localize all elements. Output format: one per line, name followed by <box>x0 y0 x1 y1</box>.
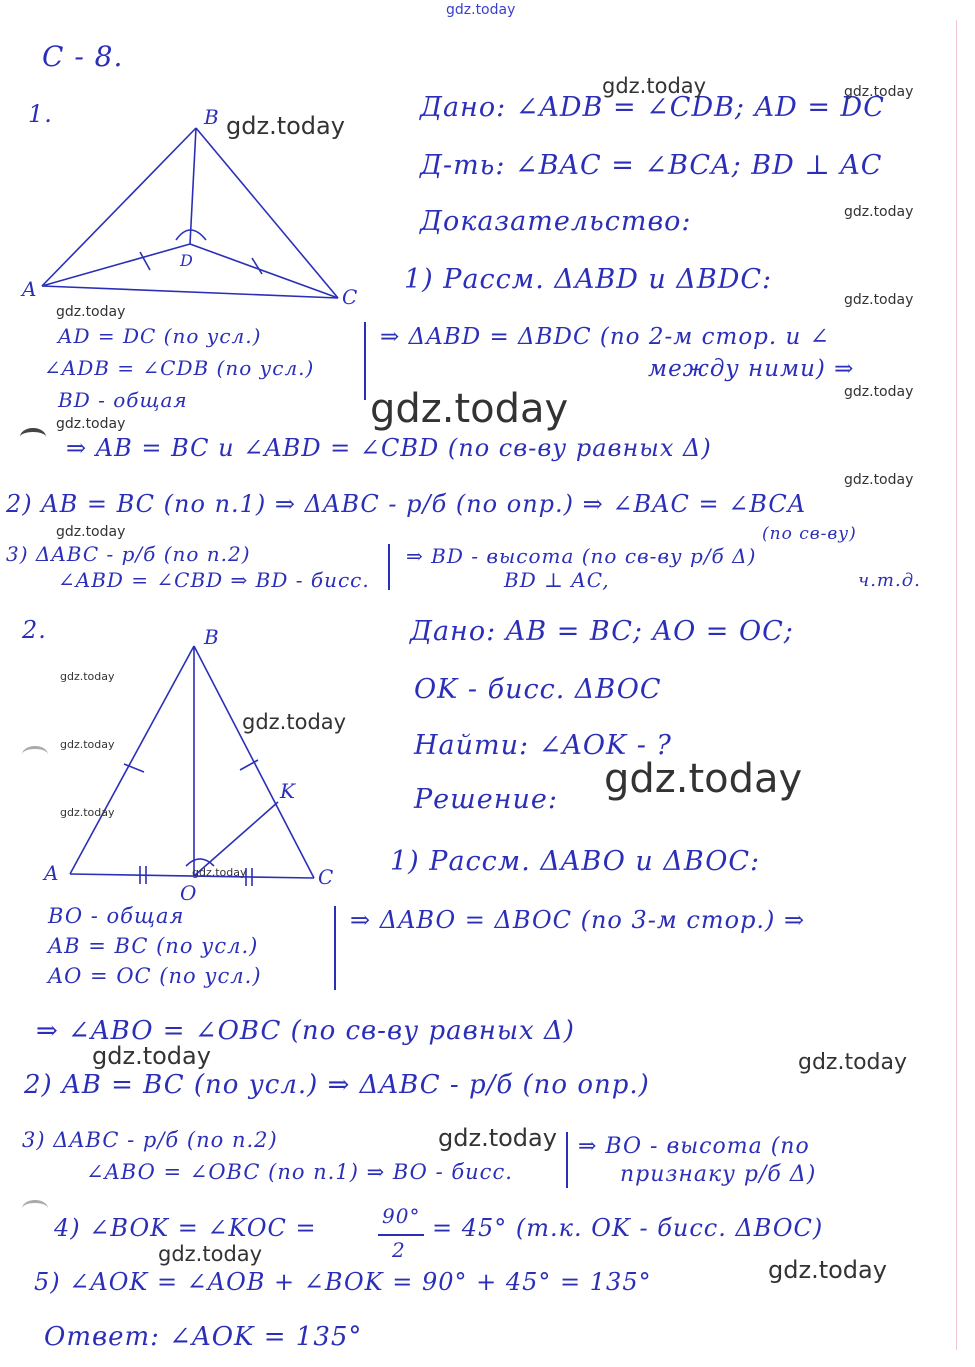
problem2-step4: 4) ∠BOK = ∠KOC = <box>54 1214 317 1242</box>
problem2-step3-line: ∠ABO = ∠OBC (по п.1) ⇒ BO - бисс. <box>86 1160 513 1184</box>
problem2-number: 2. <box>22 616 47 644</box>
problem2-given: Дано: AB = BC; AO = OC; <box>410 616 794 647</box>
problem2-step5: 5) ∠AOK = ∠AOB + ∠BOK = 90° + 45° = 135° <box>34 1268 652 1296</box>
problem1-brace-line: BD - общая <box>58 388 188 412</box>
watermark: gdz.today <box>60 670 115 683</box>
problem2-step4-denominator: 2 <box>392 1238 406 1262</box>
problem1-qed: ч.т.д. <box>858 570 921 591</box>
watermark: gdz.today <box>844 384 914 400</box>
problem1-step3-line: 3) ΔABC - р/б (по п.2) <box>6 542 251 566</box>
system-brace <box>566 1132 568 1188</box>
watermark: gdz.today <box>602 74 707 98</box>
problem2-step3-right: ⇒ BO - высота (по <box>578 1134 810 1159</box>
problem2-step2: 2) AB = BC (по усл.) ⇒ ΔABC - р/б (по опр.) <box>24 1070 650 1100</box>
watermark: gdz.today <box>192 866 247 879</box>
watermark: gdz.today <box>844 472 914 488</box>
problem2-brace-line: AB = BC (по усл.) <box>48 934 259 958</box>
watermark: gdz.today <box>844 292 914 308</box>
vertex-k-label: K <box>280 779 295 803</box>
watermark: gdz.today <box>92 1042 211 1070</box>
problem2-answer: Ответ: ∠AOK = 135° <box>44 1322 363 1352</box>
vertex-a-label: A <box>44 861 59 885</box>
system-brace <box>334 906 336 990</box>
problem1-step3-right: ⇒ BD - высота (по св-ву р/б Δ) <box>406 544 757 568</box>
problem2-step3-line: 3) ΔABC - р/б (по п.2) <box>22 1128 278 1152</box>
problem1-number: 1. <box>28 100 53 128</box>
problem2-given-2: OK - бисс. ΔBOC <box>414 674 662 705</box>
problem2-step3-right: признаку р/б Δ) <box>620 1162 817 1187</box>
problem1-brace-line: AD = DC (по усл.) <box>58 324 262 348</box>
watermark: gdz.today <box>158 1242 263 1266</box>
watermark-top: gdz.today <box>446 2 516 18</box>
fraction-bar <box>378 1234 424 1236</box>
problem1-step2-note: (по св-ву) <box>762 524 857 544</box>
problem2-brace-line: AO = OC (по усл.) <box>48 964 262 988</box>
watermark: gdz.today <box>60 806 115 819</box>
problem2-step4-numerator: 90° <box>382 1204 421 1228</box>
problem2-brace-line: BO - общая <box>48 904 185 928</box>
watermark: gdz.today <box>798 1050 908 1075</box>
vertex-d-label: D <box>180 251 193 270</box>
watermark: gdz.today <box>56 416 126 432</box>
watermark: gdz.today <box>438 1124 557 1152</box>
problem1-line-after: ⇒ AB = BC и ∠ABD = ∠CBD (по св-ву равных Δ) <box>66 434 712 462</box>
watermark: gdz.today <box>56 524 126 540</box>
problem1-step1: 1) Рассм. ΔABD и ΔBDC: <box>404 264 773 295</box>
problem1-step3-right: BD ⊥ AC, <box>504 568 610 592</box>
problem1-step2: 2) AB = BC (по п.1) ⇒ ΔABC - р/б (по опр.) ⇒ ∠BAC = ∠BCA <box>6 490 807 518</box>
problem2-find: Найти: ∠AOK - ? <box>414 730 672 761</box>
watermark: gdz.today <box>226 112 345 140</box>
watermark: gdz.today <box>60 738 115 751</box>
vertex-o-label: O <box>180 881 197 905</box>
problem1-conclusion-cont: между ними) ⇒ <box>648 356 855 382</box>
problem1-given: Дано: ∠ADB = ∠CDB; AD = DC <box>420 92 885 123</box>
watermark: gdz.today <box>844 84 914 100</box>
problem2-solution-title: Решение: <box>414 784 558 815</box>
vertex-c-label: C <box>342 285 358 309</box>
watermark: gdz.today <box>242 710 347 734</box>
vertex-b-label: B <box>204 105 219 129</box>
vertex-a-label: A <box>22 277 37 301</box>
problem1-conclusion: ⇒ ΔABD = ΔBDC (по 2-м стор. и ∠ <box>380 324 830 350</box>
watermark: gdz.today <box>768 1256 887 1284</box>
problem1-prove: Д-ть: ∠BAC = ∠BCA; BD ⊥ AC <box>420 150 883 181</box>
vertex-b-label: B <box>204 625 219 649</box>
watermark: gdz.today <box>370 386 569 432</box>
variant-header: С - 8. <box>42 40 124 73</box>
vertex-c-label: C <box>318 865 334 889</box>
problem1-proof-title: Доказательство: <box>420 206 692 237</box>
problem2-step1: 1) Рассм. ΔABO и ΔBOC: <box>390 846 761 877</box>
problem2-step4-rest: = 45° (т.к. OK - бисс. ΔBOC) <box>432 1214 824 1242</box>
watermark: gdz.today <box>56 304 126 320</box>
watermark: gdz.today <box>844 204 914 220</box>
problem1-step3-line: ∠ABD = ∠CBD ⇒ BD - бисс. <box>58 568 370 592</box>
watermark: gdz.today <box>604 756 803 802</box>
problem1-brace-line: ∠ADB = ∠CDB (по усл.) <box>44 356 315 380</box>
problem2-conclusion: ⇒ ΔABO = ΔBOC (по 3-м стор.) ⇒ <box>350 906 806 934</box>
problem2-line-after: ⇒ ∠ABO = ∠OBC (по св-ву равных Δ) <box>36 1016 575 1046</box>
